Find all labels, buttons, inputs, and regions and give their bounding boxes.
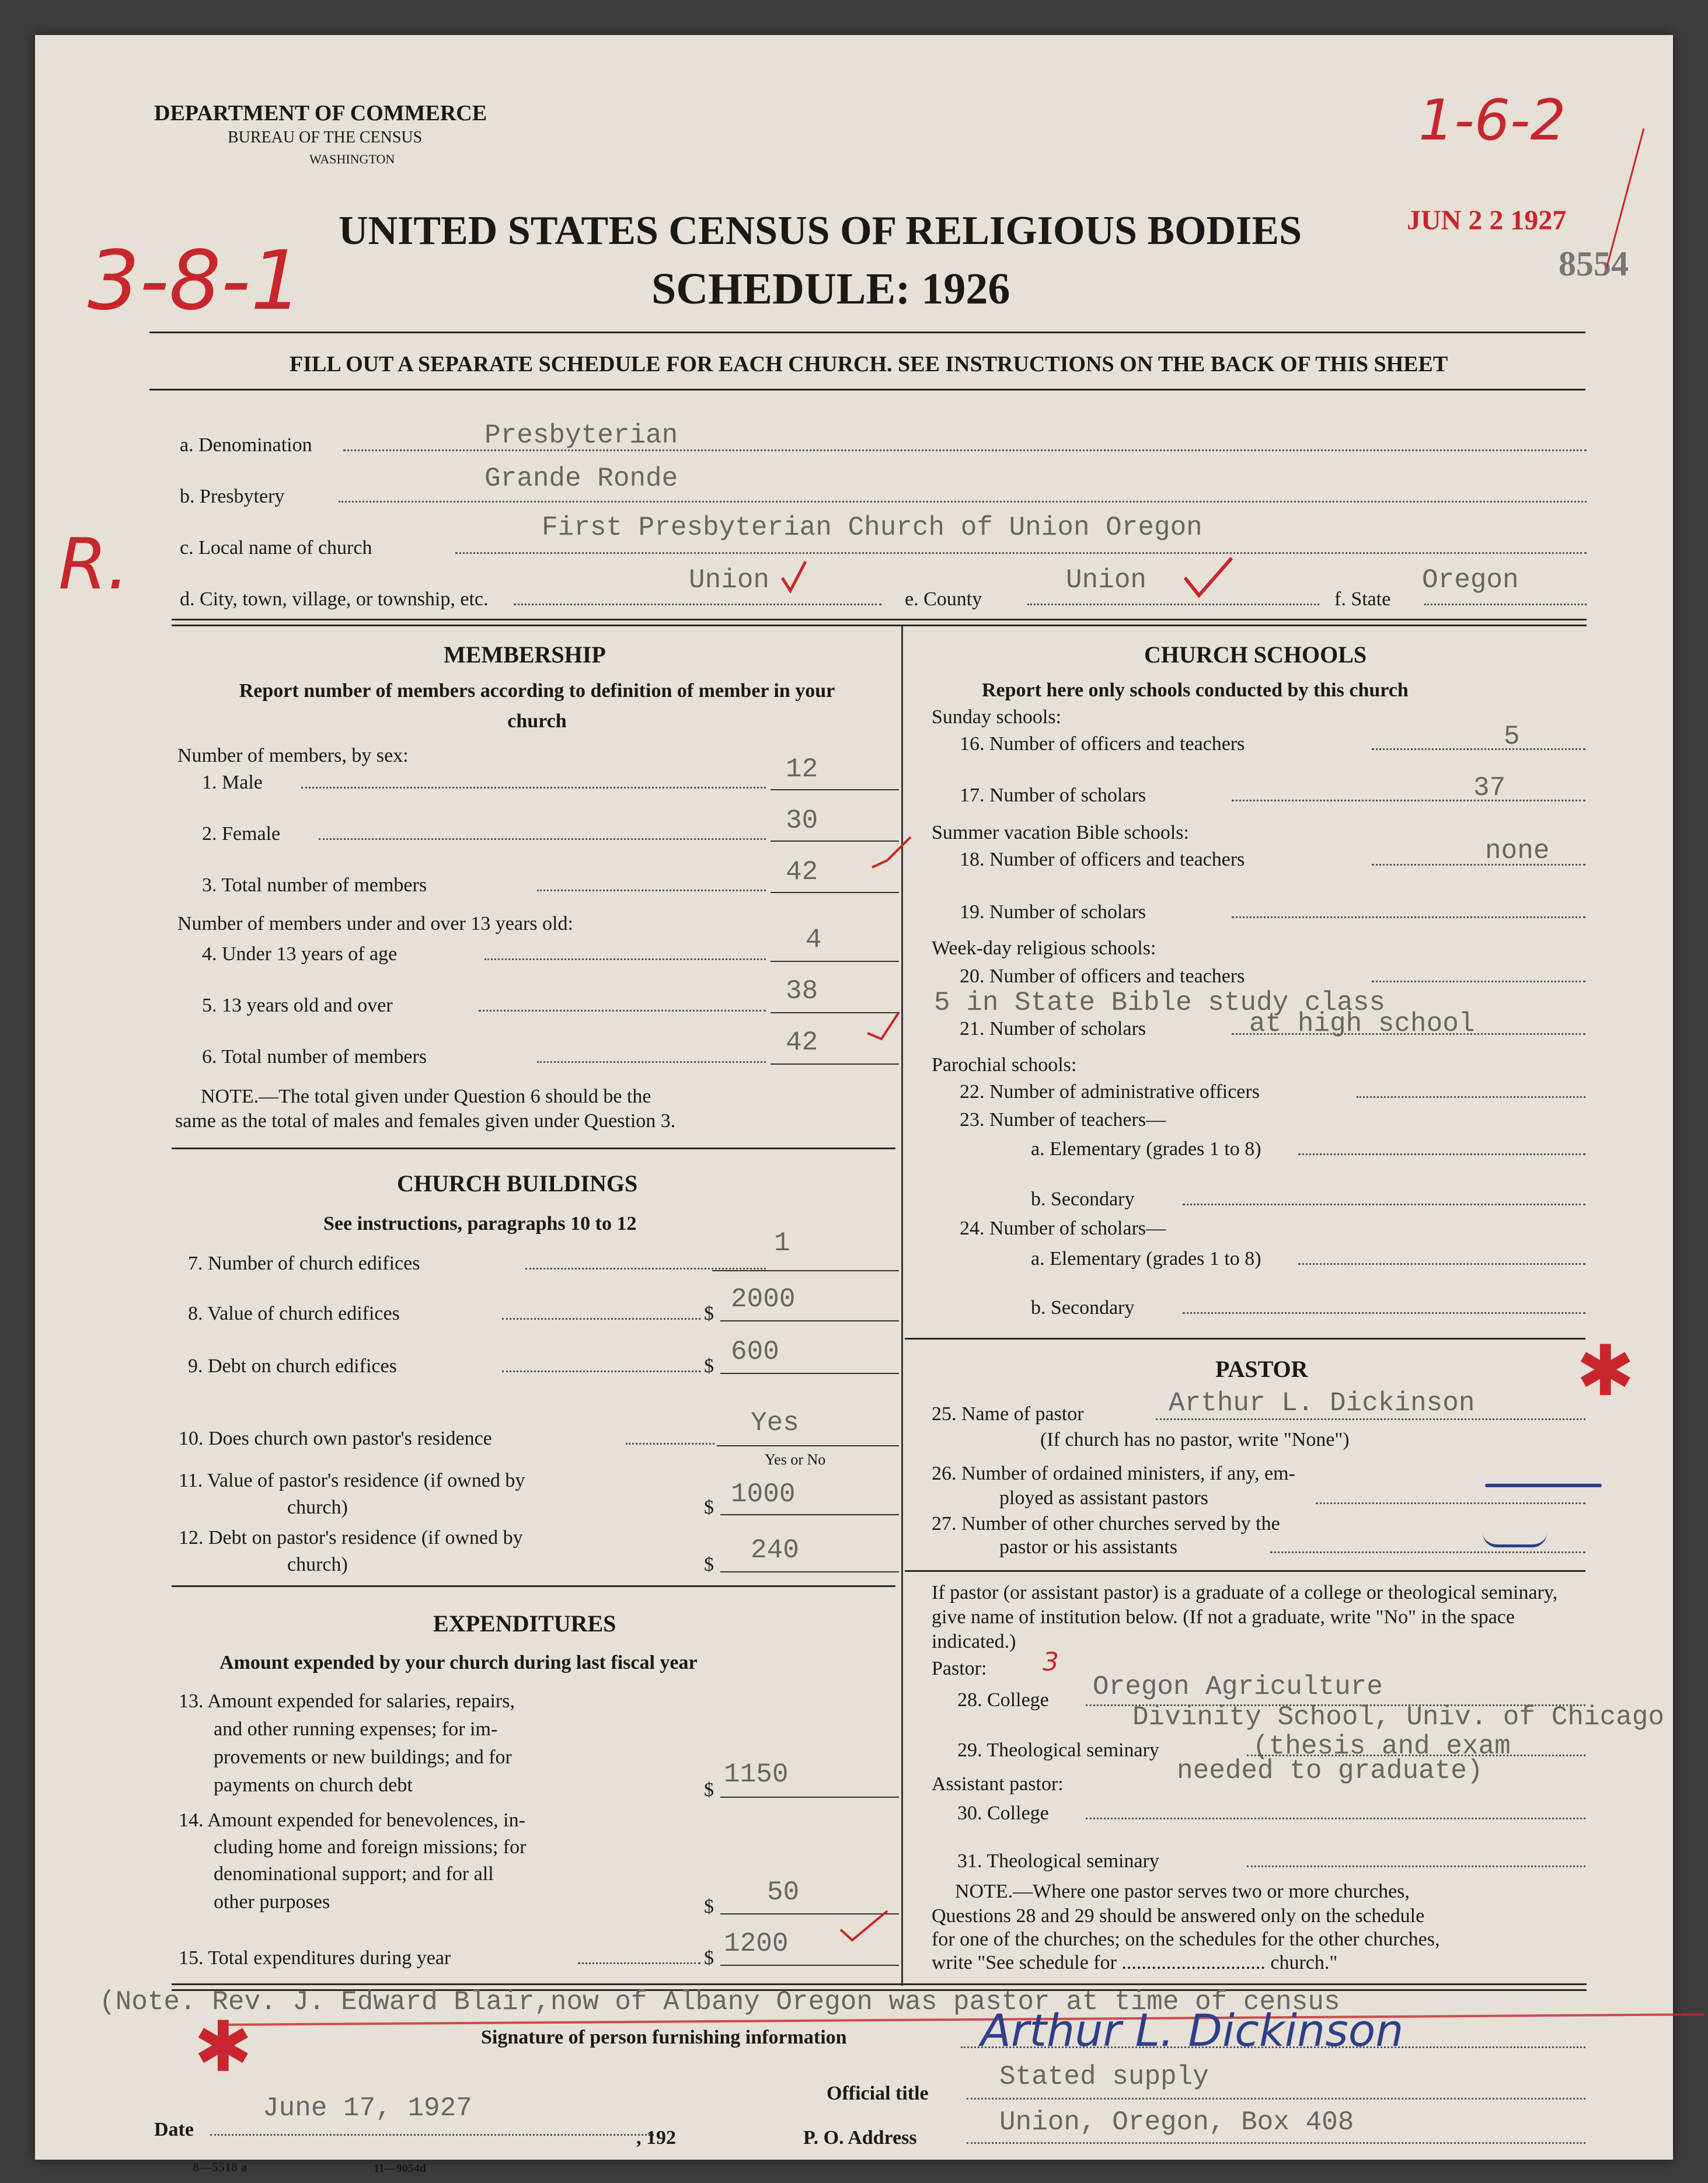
print-code: 11—9054d xyxy=(374,2162,427,2175)
label-pastor-name: 25. Name of pastor xyxy=(932,1403,1084,1425)
value-presbytery: Grande Ronde xyxy=(484,463,678,494)
label-total-members-age: 6. Total number of members xyxy=(202,1046,427,1068)
label-residence-debt-line2: church) xyxy=(287,1554,348,1575)
assistant-pastor-label: Assistant pastor: xyxy=(932,1773,1064,1795)
form-code: 8—5518 a xyxy=(193,2160,248,2174)
label-owns-residence: 10. Does church own pastor's residence xyxy=(179,1428,492,1449)
membership-subheading: Report number of members according to definition of member in your church xyxy=(239,680,835,732)
value-weekday-officers: 5 in State Bible study class xyxy=(934,988,1385,1018)
summer-schools-label: Summer vacation Bible schools: xyxy=(932,822,1189,843)
label-other-churches-line1: 27. Number of other churches served by the xyxy=(932,1513,1280,1535)
pastor-subsection-label: Pastor: xyxy=(932,1658,987,1679)
label-summer-officers: 18. Number of officers and teachers xyxy=(960,849,1245,870)
typed-note: (Note. Rev. J. Edward Blair,now of Albany Oregon was pastor at time of census xyxy=(99,1987,1340,2017)
label-parochial-scholars: 24. Number of scholars— xyxy=(960,1218,1166,1239)
value-weekday-scholars: at high school xyxy=(1249,1009,1475,1039)
value-edifices: 1 xyxy=(774,1228,790,1258)
label-other-churches-line2: pastor or his assistants xyxy=(999,1536,1178,1558)
label-teachers-elementary: a. Elementary (grades 1 to 8) xyxy=(1031,1138,1261,1160)
dollar-sign-q8: $ xyxy=(704,1303,714,1324)
red-asterisk-mark-bottom: ✱ xyxy=(194,2008,253,2086)
sunday-schools-label: Sunday schools: xyxy=(932,706,1061,728)
value-total-expenditures: 1200 xyxy=(724,1929,789,1959)
label-under-13: 4. Under 13 years of age xyxy=(202,943,398,965)
graduate-instructions: If pastor (or assistant pastor) is a graduate of a college or theological seminary, give name of institution below. (If not a graduate, write "No" in the space indicated.) xyxy=(932,1582,1558,1652)
pastor-note-line1: NOTE.—Where one pastor serves two or more churches, xyxy=(955,1881,1410,1902)
pastor-none-hint: (If church has no pastor, write "None") xyxy=(1040,1429,1350,1450)
value-denomination: Presbyterian xyxy=(484,420,678,451)
label-13-and-over: 5. 13 years old and over xyxy=(202,995,393,1016)
dollar-sign-q9: $ xyxy=(704,1355,714,1377)
label-state: f. State xyxy=(1334,588,1391,610)
value-13-and-over: 38 xyxy=(786,976,818,1006)
dollar-sign-q12: $ xyxy=(704,1554,714,1575)
label-total-members: 3. Total number of members xyxy=(202,874,427,896)
buildings-heading: CHURCH BUILDINGS xyxy=(397,1170,638,1197)
bureau-location: WASHINGTON xyxy=(309,152,395,166)
value-total-members: 42 xyxy=(786,857,818,887)
members-by-sex-label: Number of members, by sex: xyxy=(177,745,409,766)
value-under-13: 4 xyxy=(806,925,822,955)
value-total-members-age: 42 xyxy=(786,1027,818,1058)
value-sunday-scholars: 37 xyxy=(1473,773,1506,803)
label-city: d. City, town, village, or township, etc. xyxy=(180,588,489,610)
value-running-expenses: 1150 xyxy=(724,1759,789,1790)
official-title-label: Official title xyxy=(827,2083,929,2104)
po-address-label: P. O. Address xyxy=(803,2127,917,2149)
label-local-name: c. Local name of church xyxy=(180,537,372,559)
label-benevolences-line1: 14. Amount expended for benevolences, in- xyxy=(179,1809,525,1831)
weekday-schools-label: Week-day religious schools: xyxy=(932,937,1156,959)
red-asterisk-mark-pastor: ✱ xyxy=(1576,1333,1635,1410)
date-value: June 17, 1927 xyxy=(263,2093,472,2123)
church-schools-heading: CHURCH SCHOOLS xyxy=(1144,641,1367,668)
margin-letter-annotation: R. xyxy=(58,524,130,605)
date-label: Date xyxy=(154,2119,194,2140)
label-female: 2. Female xyxy=(202,823,281,845)
form-schedule: SCHEDULE: 1926 xyxy=(651,264,1010,313)
value-college: Oregon Agriculture xyxy=(1093,1672,1383,1702)
received-date-stamp: JUN 2 2 1927 xyxy=(1407,205,1567,236)
members-by-age-label: Number of members under and over 13 years old: xyxy=(177,913,573,934)
value-male: 12 xyxy=(786,754,818,784)
label-assistant-ministers-line1: 26. Number of ordained ministers, if any, em- xyxy=(932,1463,1295,1484)
value-sunday-officers: 5 xyxy=(1504,721,1520,752)
label-running-expenses-line2: and other running expenses; for im- xyxy=(214,1718,498,1740)
label-college: 28. College xyxy=(957,1689,1049,1711)
church-schools-subheading: Report here only schools conducted by this church xyxy=(982,679,1409,701)
label-total-expenditures: 15. Total expenditures during year xyxy=(179,1947,451,1969)
label-county: e. County xyxy=(905,588,982,610)
signature-label: Signature of person furnishing information xyxy=(481,2027,847,2048)
label-teachers: 23. Number of teachers— xyxy=(960,1109,1166,1131)
label-male: 1. Male xyxy=(202,772,263,793)
value-owns-residence: Yes xyxy=(751,1408,799,1438)
label-weekday-officers: 20. Number of officers and teachers xyxy=(960,965,1245,987)
dollar-sign-q15: $ xyxy=(704,1947,714,1969)
label-residence-value-line1: 11. Value of pastor's residence (if owned by xyxy=(179,1470,525,1491)
value-county: Union xyxy=(1066,565,1147,595)
yes-or-no-hint: Yes or No xyxy=(765,1451,826,1468)
value-seminary-line2: (thesis and exam xyxy=(1253,1731,1511,1762)
label-assistant-seminary: 31. Theological seminary xyxy=(957,1850,1159,1872)
label-benevolences-line3: denominational support; and for all xyxy=(214,1863,494,1885)
label-residence-value-line2: church) xyxy=(287,1497,348,1518)
form-title: UNITED STATES CENSUS OF RELIGIOUS BODIES xyxy=(339,208,1302,253)
label-edifices: 7. Number of church edifices xyxy=(188,1253,420,1274)
label-assistant-ministers-line2: ployed as assistant pastors xyxy=(999,1487,1208,1509)
label-teachers-secondary: b. Secondary xyxy=(1031,1188,1135,1210)
signature-handwritten: Arthur L. Dickinson xyxy=(981,2004,1404,2056)
expenditures-subheading: Amount expended by your church during last fiscal year xyxy=(219,1652,698,1673)
label-edifices-debt: 9. Debt on church edifices xyxy=(188,1355,397,1377)
pastor-note-line4: write "See schedule for ............................. church." xyxy=(932,1952,1338,1973)
pastor-note-line3: for one of the churches; on the schedules for the other churches, xyxy=(932,1929,1440,1950)
label-benevolences-line4: other purposes xyxy=(214,1891,330,1913)
label-running-expenses-line3: provements or new buildings; and for xyxy=(214,1746,512,1768)
value-seminary-line1: Divinity School, Univ. of Chicago xyxy=(1132,1702,1664,1732)
check-marks-overlay xyxy=(35,35,1673,2160)
label-assistant-college: 30. College xyxy=(957,1802,1049,1824)
label-denomination: a. Denomination xyxy=(180,434,312,456)
label-weekday-scholars: 21. Number of scholars xyxy=(960,1018,1146,1040)
label-running-expenses-line4: payments on church debt xyxy=(214,1774,413,1796)
value-residence-value: 1000 xyxy=(731,1479,796,1509)
value-benevolences: 50 xyxy=(767,1877,800,1907)
membership-heading: MEMBERSHIP xyxy=(444,641,606,668)
label-edifices-value: 8. Value of church edifices xyxy=(188,1303,400,1324)
value-city: Union xyxy=(689,565,770,595)
label-presbytery: b. Presbytery xyxy=(180,486,285,507)
value-edifices-debt: 600 xyxy=(731,1337,779,1367)
file-number-annotation: 1-6-2 xyxy=(1418,88,1566,153)
value-edifices-value: 2000 xyxy=(731,1284,796,1314)
bureau-name: BUREAU OF THE CENSUS xyxy=(228,128,423,147)
expenditures-heading: EXPENDITURES xyxy=(433,1610,616,1637)
label-running-expenses-line1: 13. Amount expended for salaries, repairs, xyxy=(179,1690,515,1712)
value-female: 30 xyxy=(786,805,818,836)
classification-annotation: 3-8-1 xyxy=(88,233,303,329)
label-scholars-secondary: b. Secondary xyxy=(1031,1297,1135,1319)
value-state: Oregon xyxy=(1422,565,1519,595)
value-pastor-name: Arthur L. Dickinson xyxy=(1169,1388,1475,1418)
value-residence-debt: 240 xyxy=(751,1535,799,1565)
po-address-value: Union, Oregon, Box 408 xyxy=(999,2107,1354,2137)
label-summer-scholars: 19. Number of scholars xyxy=(960,901,1146,923)
pastor-annotation-number: 3 xyxy=(1043,1647,1059,1677)
form-instruction: FILL OUT A SEPARATE SCHEDULE FOR EACH CHURCH. SEE INSTRUCTIONS ON THE BACK OF THIS SHEET xyxy=(290,352,1448,376)
pastor-heading: PASTOR xyxy=(1215,1356,1308,1382)
pastor-note-line2: Questions 28 and 29 should be answered only on the schedule xyxy=(932,1905,1425,1927)
label-seminary: 29. Theological seminary xyxy=(957,1739,1159,1761)
census-form-sheet xyxy=(35,35,1673,2175)
label-scholars-elementary: a. Elementary (grades 1 to 8) xyxy=(1031,1248,1261,1270)
label-benevolences-line2: cluding home and foreign missions; for xyxy=(214,1836,527,1858)
serial-number-stamp: 8554 xyxy=(1559,245,1629,283)
label-residence-debt-line1: 12. Debt on pastor's residence (if owned by xyxy=(179,1527,523,1549)
official-title-value: Stated supply xyxy=(999,2062,1209,2092)
value-local-name: First Presbyterian Church of Union Oregon xyxy=(542,512,1202,543)
label-sunday-scholars: 17. Number of scholars xyxy=(960,784,1146,806)
value-summer-officers: none xyxy=(1485,836,1550,866)
parochial-schools-label: Parochial schools: xyxy=(932,1054,1077,1076)
dollar-sign-q14: $ xyxy=(704,1896,714,1917)
membership-note-line2: same as the total of males and females given under Question 3. xyxy=(175,1110,676,1132)
dollar-sign-q11: $ xyxy=(704,1497,714,1518)
dollar-sign-q13: $ xyxy=(704,1779,714,1801)
label-sunday-officers: 16. Number of officers and teachers xyxy=(960,733,1245,755)
department-name: DEPARTMENT OF COMMERCE xyxy=(154,101,487,125)
buildings-subheading: See instructions, paragraphs 10 to 12 xyxy=(323,1213,637,1235)
membership-note-line1: NOTE.—The total given under Question 6 should be the xyxy=(201,1086,651,1107)
value-seminary-line3: needed to graduate) xyxy=(1177,1756,1483,1786)
date-year-suffix: , 192 xyxy=(636,2127,676,2149)
label-admin-officers: 22. Number of administrative officers xyxy=(960,1081,1260,1103)
